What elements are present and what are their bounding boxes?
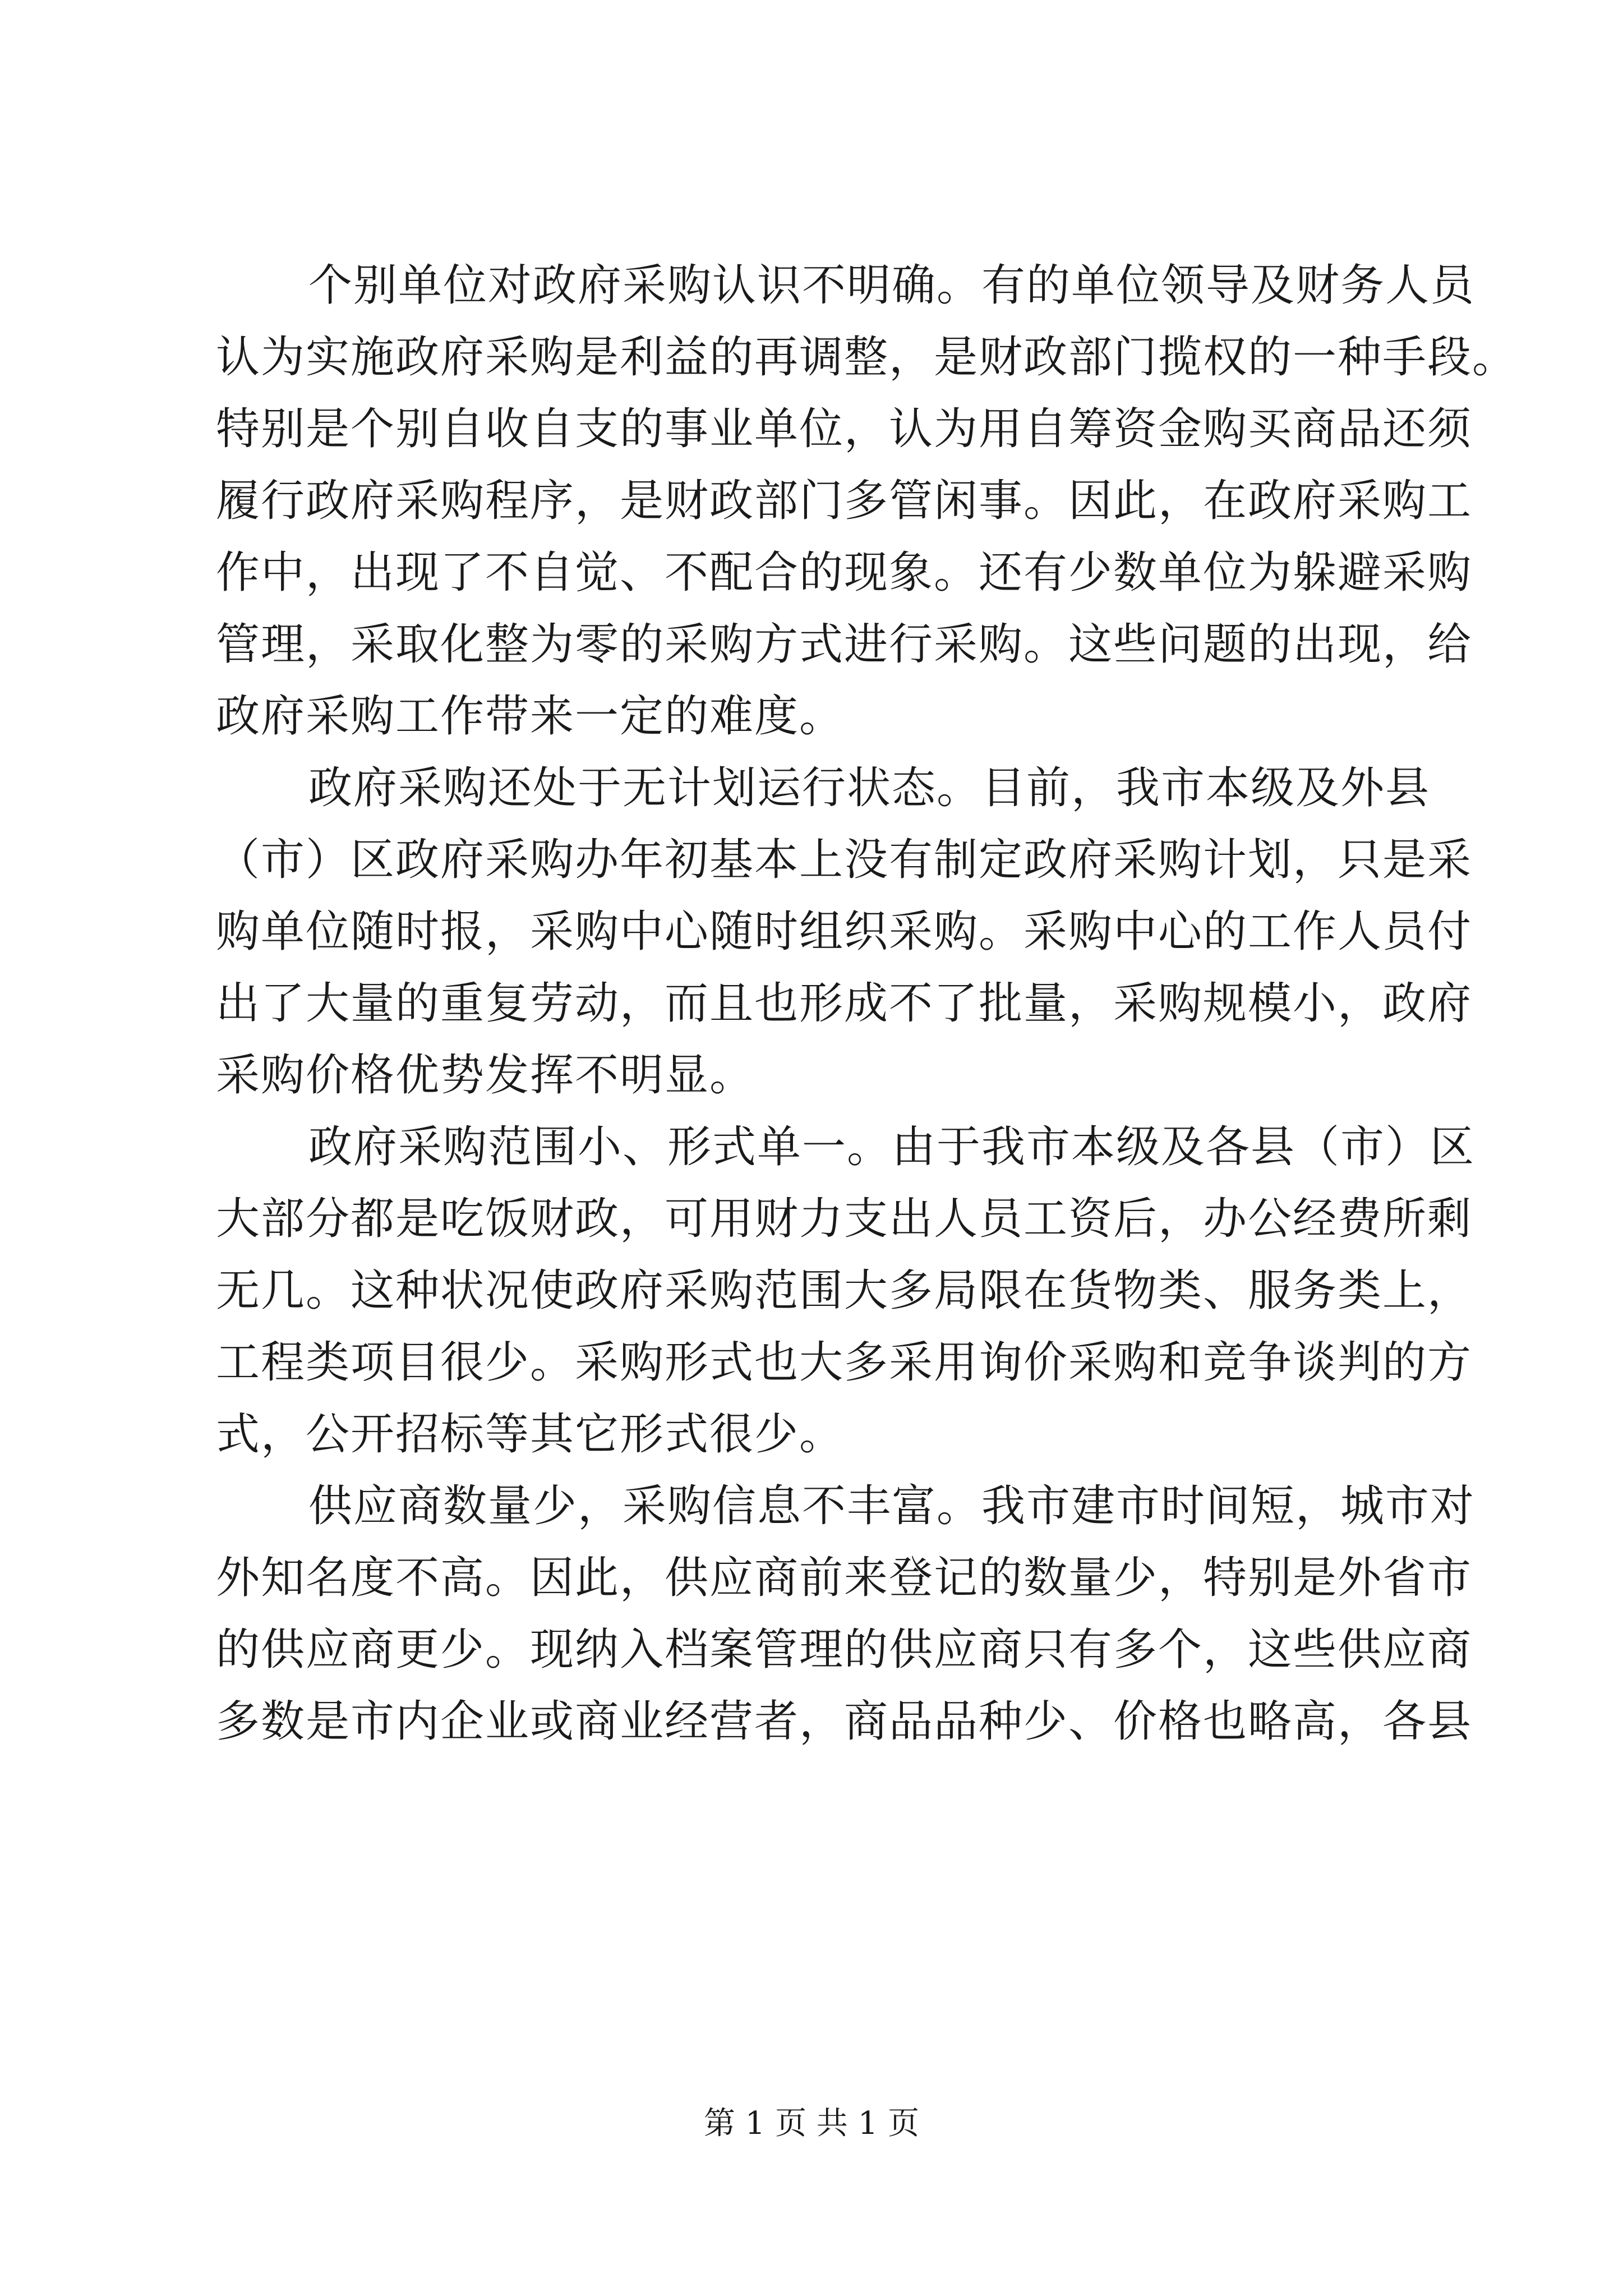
text-line: 出了大量的重复劳动，而且也形成不了批量，采购规模小，政府: [216, 978, 1473, 1029]
text-line: 管理，采取化整为零的采购方式进行采购。这些问题的出现，给: [216, 619, 1473, 670]
text-line: 特别是个别自收自支的事业单位，认为用自筹资金购买商品还须: [216, 404, 1473, 454]
text-line: 工程类项目很少。采购形式也大多采用询价采购和竞争谈判的方: [216, 1337, 1473, 1388]
text-line: 的供应商更少。现纳入档案管理的供应商只有多个，这些供应商: [216, 1625, 1473, 1675]
text-line: 多数是市内企业或商业经营者，商品品种少、价格也略高，各县: [216, 1696, 1473, 1747]
text-line: 政府采购范围小、形式单一。由于我市本级及各县（市）区: [308, 1122, 1476, 1172]
text-line: 政府采购工作带来一定的难度。: [216, 691, 845, 742]
text-line: 个别单位对政府采购认识不明确。有的单位领导及财务人员: [308, 260, 1476, 311]
text-line: 供应商数量少，采购信息不丰富。我市建市时间短，城市对: [308, 1481, 1476, 1531]
text-line: 作中，出现了不自觉、不配合的现象。还有少数单位为躲避采购: [216, 547, 1473, 598]
page-footer: 第 1 页 共 1 页: [703, 2105, 920, 2142]
text-line: 购单位随时报，采购中心随时组织采购。采购中心的工作人员付: [216, 907, 1473, 957]
text-line: 式，公开招标等其它形式很少。: [216, 1409, 845, 1460]
text-line: 履行政府采购程序，是财政部门多管闲事。因此，在政府采购工: [216, 476, 1473, 526]
text-line: 政府采购还处于无计划运行状态。目前，我市本级及外县: [308, 763, 1431, 813]
text-line: 无几。这种状况使政府采购范围大多局限在货物类、服务类上，: [216, 1266, 1473, 1316]
text-line: 大部分都是吃饭财政，可用财力支出人员工资后，办公经费所剩: [216, 1194, 1473, 1244]
text-line: 认为实施政府采购是利益的再调整，是财政部门揽权的一种手段。: [216, 332, 1518, 383]
text-line: 采购价格优势发挥不明显。: [216, 1050, 755, 1101]
text-line: （市）区政府采购办年初基本上没有制定政府采购计划，只是采: [216, 835, 1473, 885]
text-line: 外知名度不高。因此，供应商前来登记的数量少，特别是外省市: [216, 1553, 1473, 1603]
